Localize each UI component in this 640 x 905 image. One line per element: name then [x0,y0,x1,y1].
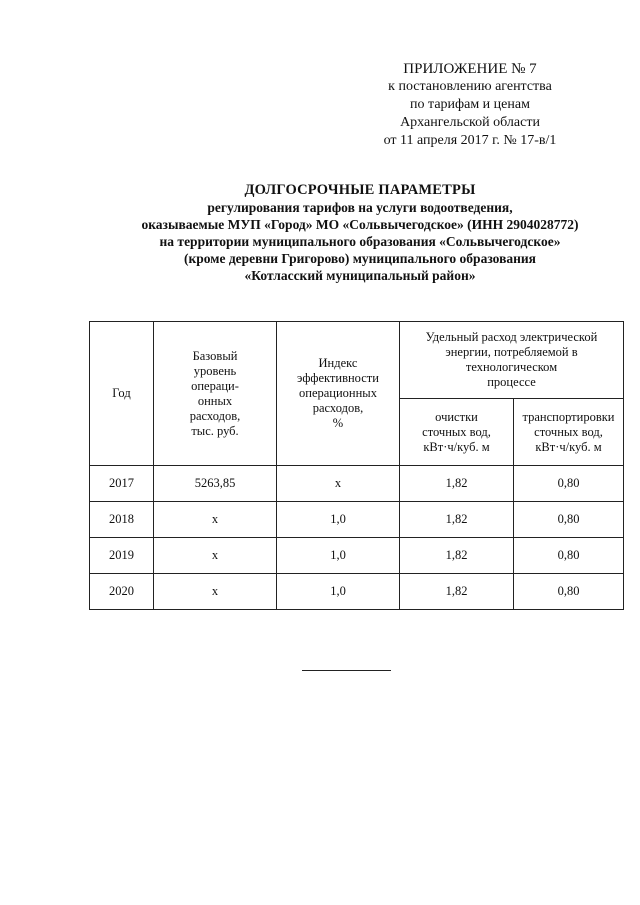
cell-transport: 0,80 [514,574,624,610]
table-row [90,538,624,574]
header-text: технологическом [465,360,558,374]
table-row [90,466,624,502]
cell-index: 1,0 [277,538,400,574]
header-text: кВт·ч/куб. м [423,439,490,454]
cell-base: 5263,85 [154,466,277,502]
header-text: энергии, потребляемой в [445,345,578,359]
appendix-line: по тарифам и ценам [410,97,530,112]
cell-transport: 0,80 [514,466,624,502]
header-text: операци- [191,378,239,393]
heading-line: оказываемые МУП «Город» МО «Сольвычегодское» (ИНН 2904028772) [141,217,579,232]
heading-line: (кроме деревни Григорово) муниципального образования [184,251,536,266]
header-text: кВт·ч/куб. м [535,439,602,454]
cell-year: 2017 [90,466,154,502]
header-text: % [332,416,344,430]
closing-divider [302,670,391,671]
cell-year: 2020 [90,574,154,610]
cell-transport: 0,80 [514,538,624,574]
cell-cleaning: 1,82 [400,574,514,610]
cell-year: 2019 [90,538,154,574]
header-text: расходов, [312,401,364,415]
header-text: сточных вод, [422,424,491,439]
cell-cleaning: 1,82 [400,466,514,502]
cell-index: 1,0 [277,574,400,610]
appendix-line: от 11 апреля 2017 г. № 17-в/1 [383,133,557,148]
cell-base: x [154,574,277,610]
cell-year: 2018 [90,502,154,538]
table-row [90,574,624,610]
header-year: Год [90,322,154,466]
header-text: расходов, [189,408,241,423]
header-text: тыс. руб. [191,423,239,438]
header-text: очистки [435,409,478,424]
header-text: процессе [487,375,536,389]
header-text: Удельный расход электрической [425,330,598,344]
cell-base: x [154,502,277,538]
header-text: Базовый [192,348,238,363]
cell-base: x [154,538,277,574]
cell-cleaning: 1,82 [400,502,514,538]
header-cleaning [400,399,514,466]
heading-line: регулирования тарифов на услуги водоотведения, [207,200,513,215]
parameters-table [89,321,624,610]
header-text: уровень [193,363,237,378]
document-title: ДОЛГОСРОЧНЫЕ ПАРАМЕТРЫ [244,182,476,198]
header-text: онных [197,393,233,408]
cell-cleaning: 1,82 [400,538,514,574]
appendix-line: к постановлению агентства [388,79,552,94]
table-row [90,502,624,538]
cell-index: x [277,466,400,502]
appendix-block [340,60,600,150]
document-heading [60,182,640,284]
heading-line: на территории муниципального образования «Сольвычегодское» [159,234,561,249]
appendix-line: Архангельской области [400,115,540,130]
header-text: эффективности [297,371,379,385]
header-text: транспортировки [522,409,615,424]
header-text: сточных вод, [534,424,603,439]
header-text: Индекс [318,356,358,370]
cell-index: 1,0 [277,502,400,538]
heading-line: «Котласский муниципальный район» [244,268,476,283]
header-efficiency-index [277,322,400,466]
cell-transport: 0,80 [514,502,624,538]
header-base-level [154,322,277,466]
header-text: операционных [299,386,377,400]
appendix-title: ПРИЛОЖЕНИЕ № 7 [403,61,537,77]
header-transport [514,399,624,466]
header-energy-consumption [400,322,624,399]
